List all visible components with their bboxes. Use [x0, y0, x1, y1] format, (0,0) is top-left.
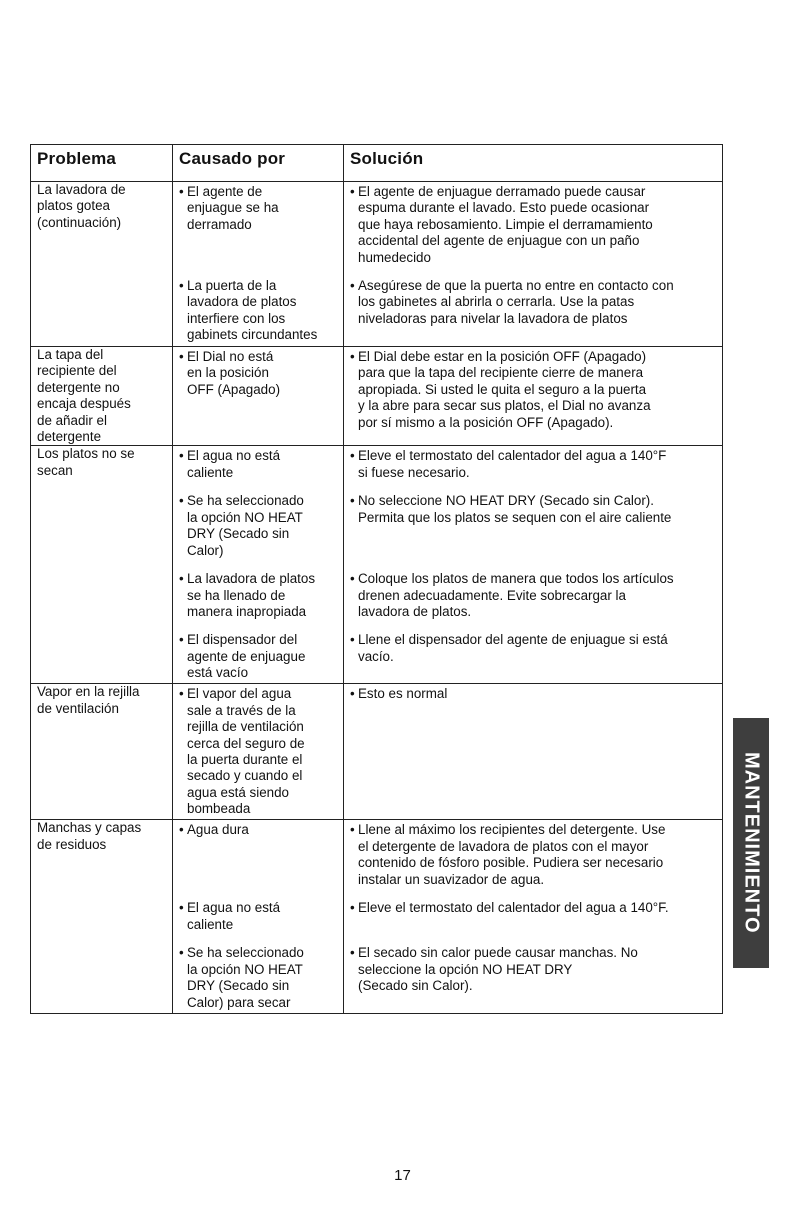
- cause-text: El agua no está caliente: [187, 448, 281, 480]
- cause-entry: [179, 684, 343, 819]
- bullet-icon: •: [350, 448, 355, 464]
- solution-text: El agente de enjuague derramado puede causar espuma durante el lavado. Esto puede ocasionar que haya rebosamiento. Limpie el derramamiento accidental del agente de enjuague con un paño humedecido: [358, 184, 653, 265]
- cause-text: La puerta de la lavadora de platos interfiere con los gabinets circundantes: [187, 278, 318, 343]
- table-row: [31, 446, 723, 684]
- cause-cell: [173, 182, 344, 347]
- cause-text: Se ha seleccionado la opción NO HEAT DRY (Secado sin Calor): [187, 493, 304, 558]
- solution-cell: [344, 347, 723, 446]
- bullet-icon: •: [179, 632, 184, 648]
- cause-entry: [179, 630, 343, 683]
- solution-entry: [350, 347, 722, 433]
- cause-cell: [173, 446, 344, 684]
- bullet-icon: •: [179, 822, 184, 838]
- bullet-icon: •: [179, 448, 184, 464]
- cause-entry: [179, 347, 343, 433]
- header-solucion: Solución: [344, 145, 723, 182]
- solution-text: El Dial debe estar en la posición OFF (Apagado) para que la tapa del recipiente cierre de manera apropiada. Si usted le quita el seguro a la puerta y la abre para secar sus platos, el Dial no avanza por sí mismo a la posición OFF (Apagado).: [358, 349, 651, 430]
- bullet-icon: •: [350, 686, 355, 702]
- bullet-icon: •: [350, 278, 355, 293]
- bullet-icon: •: [350, 822, 355, 838]
- solution-entry: [350, 684, 722, 819]
- solution-text: El secado sin calor puede causar manchas. No seleccione la opción NO HEAT DRY (Secado sin Calor).: [358, 945, 638, 994]
- bullet-icon: •: [350, 493, 355, 509]
- cause-entry: [179, 491, 343, 569]
- cause-text: La lavadora de platos se ha llenado de manera inapropiada: [187, 571, 316, 620]
- solution-entry: [350, 630, 722, 683]
- cause-cell: [173, 347, 344, 446]
- solution-entry: [350, 569, 722, 630]
- solution-entry: [350, 491, 722, 569]
- table-row: [31, 820, 723, 1014]
- bullet-icon: •: [179, 349, 184, 364]
- cause-entry: [179, 446, 343, 491]
- cause-entry: [179, 569, 343, 630]
- solution-entry: [350, 820, 722, 898]
- cause-entry: [179, 276, 343, 346]
- bullet-icon: •: [179, 493, 184, 509]
- solution-text: Llene el dispensador del agente de enjuague si está vacío.: [358, 632, 668, 664]
- solution-entry: [350, 446, 722, 491]
- table-row: [31, 182, 723, 347]
- cause-entry: [179, 182, 343, 276]
- bullet-icon: •: [179, 686, 184, 702]
- bullet-icon: •: [350, 632, 355, 648]
- cause-entry: [179, 898, 343, 943]
- bullet-icon: •: [350, 184, 355, 199]
- solution-text: Llene al máximo los recipientes del detergente. Use el detergente de lavadora de platos con el mayor contenido de fósforo posible. Pudiera ser necesario instalar un suavizador de agua.: [358, 822, 666, 887]
- bullet-icon: •: [179, 278, 184, 293]
- problem-cell: La tapa del recipiente del detergente no encaja después de añadir el detergente: [31, 347, 173, 446]
- solution-cell: [344, 182, 723, 347]
- cause-cell: [173, 820, 344, 1014]
- solution-text: Esto es normal: [358, 686, 448, 702]
- bullet-icon: •: [350, 945, 355, 961]
- page-number: 17: [394, 1167, 411, 1184]
- bullet-icon: •: [179, 571, 184, 587]
- solution-text: Eleve el termostato del calentador del agua a 140°F.: [358, 900, 669, 916]
- troubleshooting-table: [30, 144, 723, 1014]
- solution-entry: [350, 182, 722, 276]
- cause-entry: [179, 820, 343, 898]
- cause-text: Se ha seleccionado la opción NO HEAT DRY (Secado sin Calor) para secar: [187, 945, 304, 1010]
- bullet-icon: •: [350, 900, 355, 916]
- header-causado-por: Causado por: [173, 145, 344, 182]
- solution-entry: [350, 898, 722, 943]
- cause-text: Agua dura: [187, 822, 249, 838]
- table-row: [31, 347, 723, 446]
- solution-entry: [350, 943, 722, 1013]
- problem-cell: Vapor en la rejilla de ventilación: [31, 684, 173, 820]
- problem-cell: Manchas y capas de residuos: [31, 820, 173, 1014]
- side-tab-label: MANTENIMIENTO: [740, 752, 763, 934]
- cause-text: El agente de enjuague se ha derramado: [187, 184, 279, 232]
- bullet-icon: •: [350, 571, 355, 587]
- cause-text: El Dial no está en la posición OFF (Apagado): [187, 349, 281, 397]
- cause-text: El agua no está caliente: [187, 900, 281, 932]
- solution-text: Eleve el termostato del calentador del agua a 140°F si fuese necesario.: [358, 448, 667, 480]
- solution-entry: [350, 276, 722, 346]
- solution-text: Asegúrese de que la puerta no entre en contacto con los gabinetes al abrirla o cerrarla. Use la patas niveladoras para nivelar la lavadora de platos: [358, 278, 674, 326]
- table-body: [31, 182, 723, 1014]
- bullet-icon: •: [179, 900, 184, 916]
- table-header-row: [31, 145, 723, 182]
- bullet-icon: •: [350, 349, 355, 364]
- solution-text: No seleccione NO HEAT DRY (Secado sin Calor). Permita que los platos se sequen con el aire caliente: [358, 493, 672, 525]
- solution-cell: [344, 446, 723, 684]
- header-problema: Problema: [31, 145, 173, 182]
- cause-entry: [179, 943, 343, 1013]
- bullet-icon: •: [179, 184, 184, 199]
- solution-cell: [344, 684, 723, 820]
- cause-text: El dispensador del agente de enjuague está vacío: [187, 632, 306, 681]
- cause-cell: [173, 684, 344, 820]
- section-side-tab: [733, 718, 769, 968]
- problem-cell: Los platos no se secan: [31, 446, 173, 684]
- problem-cell: La lavadora de platos gotea (continuación): [31, 182, 173, 347]
- solution-cell: [344, 820, 723, 1014]
- table-row: [31, 684, 723, 820]
- cause-text: El vapor del agua sale a través de la rejilla de ventilación cerca del seguro de la puerta durante el secado y cuando el agua está siendo bombeada: [187, 686, 305, 817]
- bullet-icon: •: [179, 945, 184, 961]
- solution-text: Coloque los platos de manera que todos los artículos drenen adecuadamente. Evite sobrecargar la lavadora de platos.: [358, 571, 674, 620]
